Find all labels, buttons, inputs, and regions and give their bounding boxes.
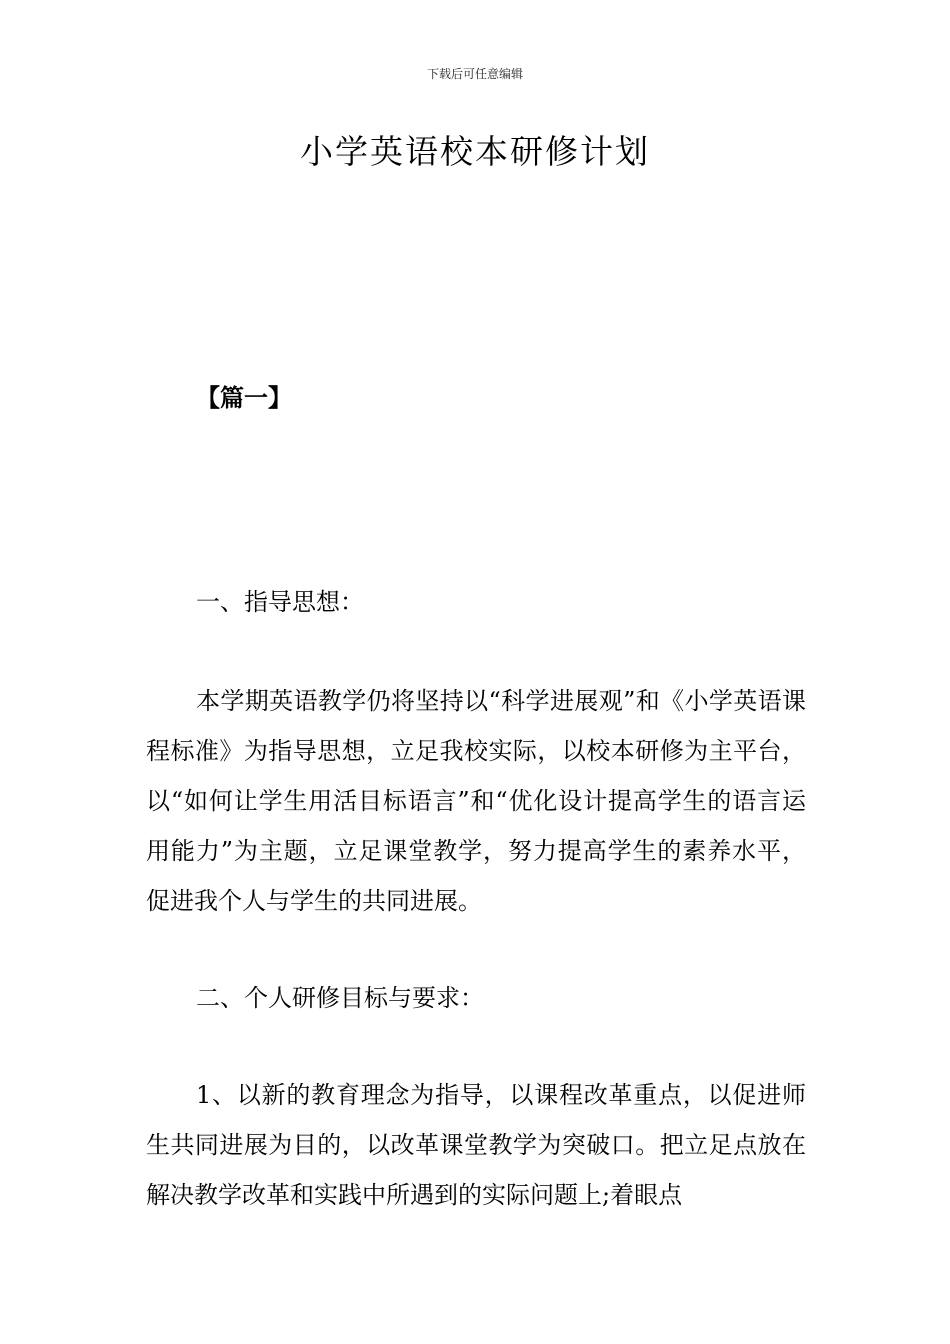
paragraph-guiding-ideology: 本学期英语教学仍将坚持以“科学进展观”和《小学英语课程标准》为指导思想，立足我校实际，以校本研修为主平台，以“如何让学生用活目标语言”和“优化设计提高学生的语言运用能力”为主题，立足课堂教学，努力提高学生的素养水平，促进我个人与学生的共同进展。 (146, 687, 806, 915)
page-header-note: 下载后可任意编辑 (426, 67, 523, 81)
section-label: 【篇一】 (196, 383, 292, 412)
section-heading-guiding-ideology: 一、指导思想： (196, 588, 364, 616)
document-title: 小学英语校本研修计划 (300, 132, 650, 171)
paragraph-goal-1: 1、以新的教育理念为指导，以课程改革重点，以促进师生共同进展为目的，以改革课堂教学为突破口。把立足点放在解决教学改革和实践中所遇到的实际问题上;着眼点 (146, 1081, 806, 1209)
section-heading-goals-requirements: 二、个人研修目标与要求： (196, 984, 484, 1012)
